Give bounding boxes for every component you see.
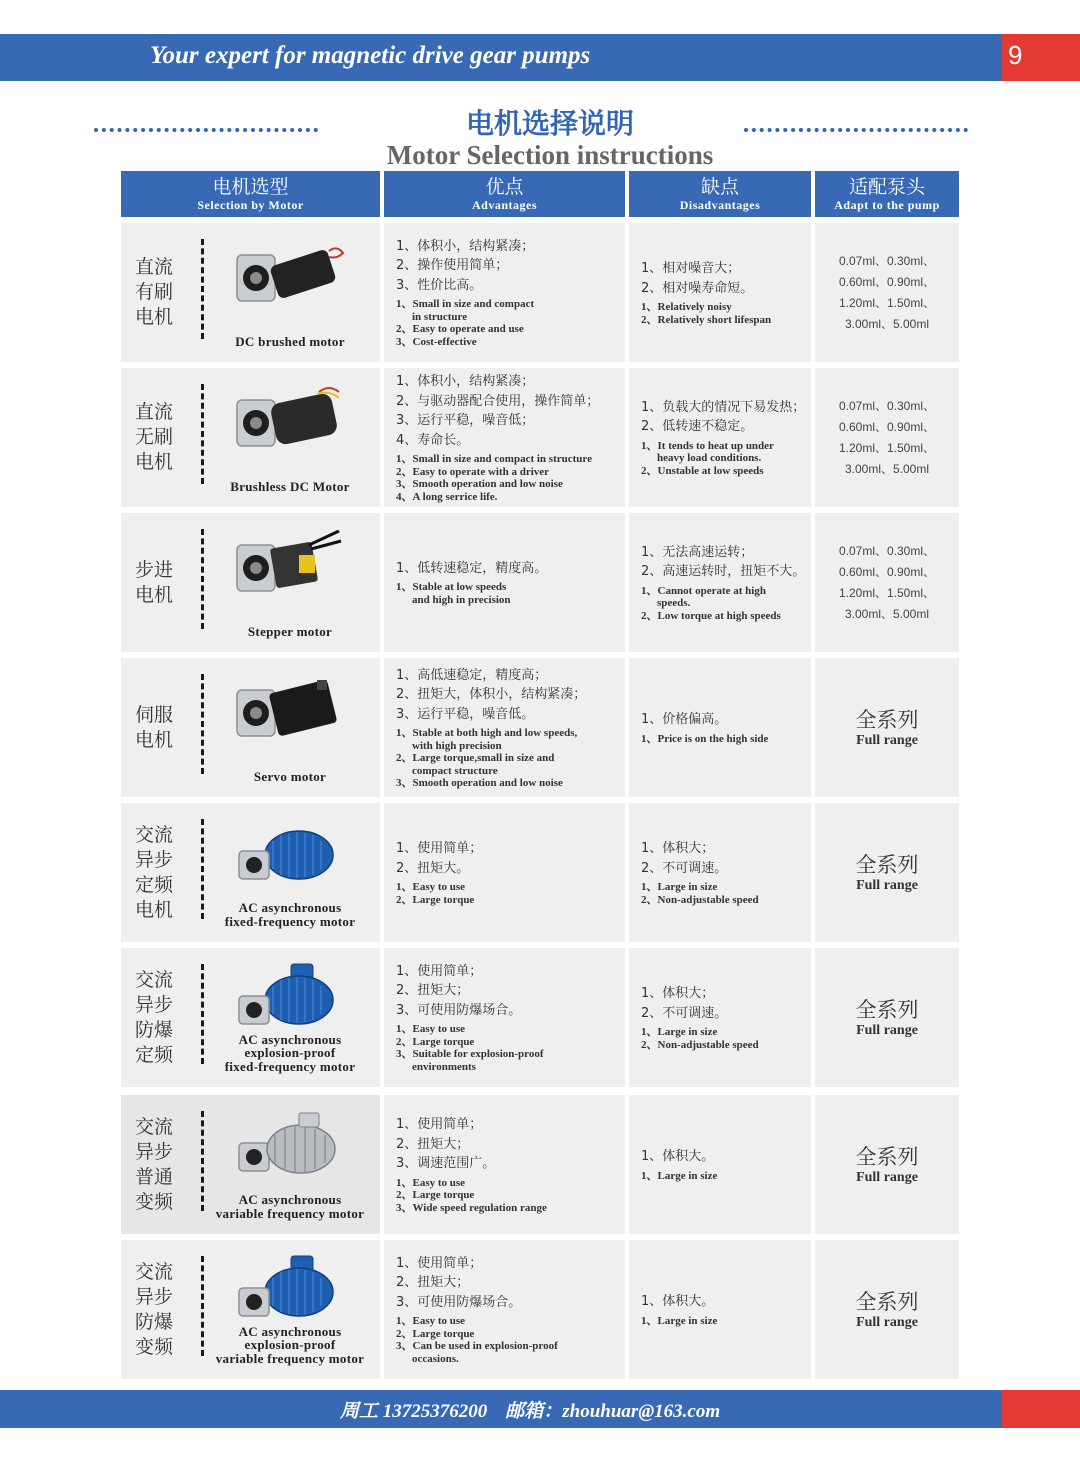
- adv-en-block: [396, 1315, 619, 1365]
- adv-text: [396, 368, 619, 507]
- dis-cn-line: 2、高速运转时，扭矩不大。: [641, 564, 806, 580]
- ac-explosion-proof-variable-motor-image: [229, 1254, 349, 1334]
- dis-text: [641, 1095, 805, 1234]
- dis-text: [641, 658, 805, 797]
- motor-name-en-line: fixed-frequency motor: [224, 913, 356, 929]
- adapt-volume-line: 0.60ml、0.90ml、: [838, 564, 936, 579]
- ac-variable-frequency-motor-image: [229, 1109, 349, 1189]
- motor-name-cn-line: 变频: [135, 1335, 174, 1358]
- disadvantages-cell: [629, 803, 811, 942]
- table-row: [121, 803, 959, 942]
- column-header-en: Disadvantages: [679, 198, 761, 212]
- ac-fixed-frequency-motor-image: [229, 817, 349, 897]
- adv-text: [396, 223, 619, 362]
- motor-name-en: [209, 1193, 371, 1220]
- adv-en-line: 3、Suitable for explosion-proof: [396, 1048, 544, 1061]
- contact-person-phone: 周工 13725376200: [340, 1401, 488, 1422]
- table-row: [121, 223, 959, 362]
- dis-en-line: 1、Large in size: [641, 1026, 718, 1038]
- full-range-cn: 全系列: [855, 1144, 919, 1169]
- dis-en-line: speeds.: [657, 597, 691, 610]
- motor-name-en-line: AC asynchronous: [238, 900, 342, 915]
- column-header-cn: 缺点: [700, 176, 739, 198]
- motor-name-cn: [135, 223, 187, 362]
- adv-cn-line: 3、性价比高。: [396, 277, 483, 293]
- table-row: [121, 948, 959, 1087]
- adv-cn-line: 1、低转速稳定，精度高。: [396, 560, 548, 576]
- full-range-en: Full range: [856, 1022, 918, 1038]
- page-number-box: [1002, 34, 1080, 81]
- adv-cn-line: 2、扭矩大；: [396, 1136, 470, 1152]
- adv-cn-line: 3、运行平稳，噪音低。: [396, 706, 535, 722]
- motor-name-cn: [135, 1240, 187, 1379]
- adv-cn-line: 1、使用简单；: [396, 1117, 483, 1132]
- column-header-advantages: [384, 171, 625, 217]
- disadvantages-cell: [629, 948, 811, 1087]
- dis-en-line: heavy load conditions.: [657, 452, 762, 465]
- adv-cn-line: 2、扭矩大，体积小，结构紧凑；: [396, 687, 587, 702]
- motor-name-en-line: explosion-proof: [244, 1337, 336, 1352]
- motor-name-cn-line: 异步: [135, 848, 174, 871]
- adapt-content: [815, 1240, 959, 1379]
- adapt-cell: [815, 658, 959, 797]
- adv-en-block: [396, 298, 619, 348]
- dis-text: [641, 513, 805, 652]
- motor-name-cn-line: 交流: [135, 968, 174, 991]
- dis-text: [641, 948, 805, 1087]
- motor-type-cell: [121, 1240, 380, 1379]
- motor-type-cell: [121, 803, 380, 942]
- column-header-cn: 适配泵头: [848, 176, 925, 198]
- adv-text: [396, 1095, 619, 1234]
- dis-cn-line: 1、负载大的情况下易发热；: [641, 399, 806, 415]
- dis-text: [641, 803, 805, 942]
- dis-en-line: 2、Relatively short lifespan: [641, 313, 772, 326]
- adv-en-block: [396, 881, 619, 906]
- adv-cn-line: 1、使用简单；: [396, 963, 483, 979]
- adv-en-line: 1、Small in size and compact in structure: [396, 453, 592, 465]
- motor-name-cn-line: 伺服: [135, 703, 174, 726]
- motor-name-cn-line: 交流: [135, 823, 174, 846]
- dis-text: [641, 368, 805, 507]
- dashed-divider: [201, 239, 204, 339]
- dis-en-line: 1、It tends to heat up under: [641, 439, 774, 452]
- adapt-content: [815, 948, 959, 1087]
- motor-name-en-line: AC asynchronous: [238, 1323, 342, 1339]
- adv-en-line: 2、Large torque: [396, 1035, 475, 1048]
- stepper-motor-image: [229, 527, 349, 607]
- motor-type-cell: [121, 658, 380, 797]
- motor-type-cell: [121, 513, 380, 652]
- advantages-cell: [384, 658, 625, 797]
- dis-en-line: 1、Price is on the high side: [641, 732, 769, 745]
- dis-en-line: 1、Cannot operate at high: [641, 584, 766, 597]
- dis-cn-line: 2、低转速不稳定。: [641, 419, 754, 435]
- adv-en-line: with high precision: [412, 739, 502, 752]
- dashed-divider: [201, 964, 204, 1064]
- adapt-content: [815, 658, 959, 797]
- dis-en-block: [641, 881, 805, 906]
- dis-cn-line: 1、体积大；: [641, 841, 715, 856]
- motor-name-cn: [135, 803, 187, 942]
- adapt-volume-line: 1.20ml、1.50ml、: [838, 295, 936, 310]
- dis-cn-line: 1、体积大。: [641, 1149, 715, 1164]
- motor-name-en-line: explosion-proof: [244, 1045, 336, 1060]
- motor-name-en: [209, 1325, 371, 1366]
- dis-en-block: [641, 1315, 805, 1328]
- dis-cn-line: 1、无法高速运转；: [641, 544, 754, 560]
- slogan-text: Your expert for magnetic drive gear pumps: [150, 42, 591, 69]
- full-range-cn: 全系列: [855, 852, 919, 877]
- motor-name-cn-line: 异步: [135, 1140, 174, 1163]
- motor-name-cn-line: 步进: [135, 558, 174, 581]
- column-header-en: Selection by Motor: [197, 198, 304, 212]
- motor-name-cn-line: 电机: [135, 451, 174, 473]
- adapt-content: [815, 803, 959, 942]
- dis-en-line: 1、Large in size: [641, 1314, 718, 1327]
- motor-name-cn-line: 电机: [135, 898, 174, 921]
- dis-en-block: [641, 585, 805, 623]
- advantages-cell: [384, 368, 625, 507]
- table-row: [121, 658, 959, 797]
- adapt-volume-line: 0.60ml、0.90ml、: [838, 419, 936, 434]
- adv-text: [396, 948, 619, 1087]
- adapt-volume-line: 0.07ml、0.30ml、: [838, 543, 936, 558]
- adv-text: [396, 1240, 619, 1379]
- adapt-content: [815, 368, 959, 507]
- adv-en-line: 3、Wide speed regulation range: [396, 1201, 547, 1214]
- motor-name-cn-line: 直流: [135, 401, 174, 423]
- dashed-divider: [201, 819, 204, 919]
- adv-cn-line: 3、运行平稳，噪音低；: [396, 413, 535, 428]
- table-row: [121, 513, 959, 652]
- adapt-cell: [815, 948, 959, 1087]
- motor-name-en: [209, 770, 371, 784]
- column-header-cn: 优点: [485, 176, 524, 198]
- dis-cn-line: 1、价格偏高。: [641, 712, 728, 727]
- advantages-cell: [384, 803, 625, 942]
- motor-name-cn-line: 防爆: [135, 1018, 174, 1041]
- adapt-volume-line: 3.00ml、5.00ml: [844, 316, 930, 331]
- dis-cn-line: 1、体积大。: [641, 1294, 715, 1309]
- full-range-en: Full range: [856, 732, 918, 748]
- adv-en-line: environments: [412, 1060, 476, 1073]
- adv-en-line: 2、Large torque: [396, 1327, 475, 1340]
- footer-contact: [340, 1396, 738, 1423]
- motor-name-cn: [135, 368, 187, 507]
- motor-name-cn: [135, 658, 187, 797]
- adapt-volume-line: 0.07ml、0.30ml、: [838, 253, 936, 268]
- adv-en-block: [396, 727, 619, 790]
- motor-name-cn-line: 异步: [135, 993, 174, 1016]
- adapt-cell: [815, 803, 959, 942]
- adv-cn-line: 1、使用简单；: [396, 1255, 483, 1271]
- adapt-volume-line: 1.20ml、1.50ml、: [838, 585, 936, 600]
- motor-type-cell: [121, 1095, 380, 1234]
- adapt-volume-line: 0.60ml、0.90ml、: [838, 274, 936, 289]
- dashed-divider: [201, 384, 204, 484]
- motor-name-en-line: DC brushed motor: [235, 333, 345, 349]
- column-header-en: Adapt to the pump: [834, 198, 940, 212]
- dis-cn-line: 2、相对噪寿命短。: [641, 280, 754, 296]
- disadvantages-cell: [629, 368, 811, 507]
- dis-cn-line: 2、不可调速。: [641, 1005, 728, 1021]
- adv-cn-line: 3、可使用防爆场合。: [396, 1002, 522, 1018]
- dis-en-block: [641, 1026, 805, 1051]
- adapt-cell: [815, 1240, 959, 1379]
- motor-type-cell: [121, 948, 380, 1087]
- adv-en-block: [396, 1023, 619, 1073]
- advantages-cell: [384, 223, 625, 362]
- motor-name-cn: [135, 948, 187, 1087]
- dis-en-line: 1、Large in size: [641, 881, 718, 893]
- adv-cn-line: 2、与驱动器配合使用，操作简单；: [396, 393, 600, 409]
- motor-name-en-line: Servo motor: [253, 768, 327, 784]
- full-range-en: Full range: [856, 877, 918, 893]
- full-range-cn: 全系列: [855, 707, 919, 732]
- dis-en-block: [641, 733, 805, 746]
- motor-name-cn-line: 电机: [135, 728, 174, 751]
- adv-cn-line: 2、扭矩大。: [396, 860, 470, 876]
- full-range-cn: 全系列: [855, 997, 919, 1022]
- motor-name-cn-line: 交流: [135, 1260, 174, 1283]
- disadvantages-cell: [629, 513, 811, 652]
- column-header-disadvantages: [629, 171, 811, 217]
- adv-en-line: 2、Large torque: [396, 1189, 475, 1201]
- advantages-cell: [384, 1095, 625, 1234]
- adv-en-line: 3、Cost-effective: [396, 335, 477, 348]
- adapt-volume-line: 3.00ml、5.00ml: [844, 606, 930, 621]
- motor-name-en: [209, 335, 371, 349]
- motor-name-cn: [135, 513, 187, 652]
- dashed-divider: [201, 674, 204, 774]
- dis-en-line: 1、Large in size: [641, 1169, 718, 1182]
- adv-en-line: 3、Smooth operation and low noise: [396, 478, 563, 490]
- adapt-cell: [815, 368, 959, 507]
- motor-name-cn-line: 异步: [135, 1285, 174, 1308]
- adv-cn-line: 3、可使用防爆场合。: [396, 1294, 522, 1310]
- adv-en-line: 2、Large torque: [396, 893, 475, 906]
- page-title-en: Motor Selection instructions: [386, 140, 714, 170]
- dis-text: [641, 1240, 805, 1379]
- advantages-cell: [384, 1240, 625, 1379]
- motor-name-en-line: AC asynchronous: [238, 1031, 342, 1047]
- table-row: [121, 1095, 959, 1234]
- footer-accent: [1002, 1390, 1080, 1428]
- adv-en-line: 1、Stable at low speeds: [396, 581, 507, 594]
- motor-name-en-line: AC asynchronous: [238, 1192, 342, 1207]
- motor-name-cn-line: 定频: [135, 873, 174, 896]
- adv-en-line: occasions.: [412, 1352, 459, 1365]
- disadvantages-cell: [629, 1240, 811, 1379]
- page-number: 9: [1008, 40, 1023, 70]
- dis-en-line: 2、Low torque at high speeds: [641, 609, 781, 622]
- column-header-motor: [121, 171, 380, 217]
- motor-name-en: [209, 901, 371, 928]
- title-dotted-rule-right: [744, 128, 968, 132]
- adv-en-line: compact structure: [412, 764, 498, 777]
- adapt-cell: [815, 223, 959, 362]
- adv-cn-line: 1、体积小，结构紧凑；: [396, 238, 535, 254]
- advantages-cell: [384, 948, 625, 1087]
- adv-en-block: [396, 453, 619, 503]
- adapt-volume-line: 3.00ml、5.00ml: [844, 461, 930, 476]
- adapt-volume-line: 0.07ml、0.30ml、: [838, 398, 936, 413]
- motor-name-en-line: variable frequency motor: [215, 1205, 365, 1221]
- adv-en-line: 2、Large torque,small in size and: [396, 752, 555, 764]
- ac-explosion-proof-fixed-motor-image: [229, 962, 349, 1042]
- dis-en-line: 2、Non-adjustable speed: [641, 1038, 759, 1051]
- full-range-en: Full range: [856, 1314, 918, 1330]
- full-range-en: Full range: [856, 1169, 918, 1185]
- adv-text: [396, 513, 619, 652]
- motor-type-cell: [121, 223, 380, 362]
- motor-name-cn-line: 有刷: [135, 281, 174, 303]
- disadvantages-cell: [629, 658, 811, 797]
- motor-name-cn-line: 防爆: [135, 1310, 174, 1333]
- adv-cn-line: 4、寿命长。: [396, 432, 470, 448]
- adapt-content: [815, 1095, 959, 1234]
- adapt-cell: [815, 513, 959, 652]
- motor-name-en-line: Stepper motor: [247, 623, 333, 639]
- disadvantages-cell: [629, 223, 811, 362]
- motor-name-en: [209, 625, 371, 639]
- servo-motor-image: [229, 672, 349, 752]
- table-row: [121, 1240, 959, 1379]
- adapt-cell: [815, 1095, 959, 1234]
- adv-cn-line: 2、操作使用简单；: [396, 258, 509, 274]
- motor-name-cn-line: 直流: [135, 256, 174, 278]
- motor-name-cn-line: 普通: [135, 1165, 174, 1188]
- adv-en-line: 2、Easy to operate with a driver: [396, 465, 550, 478]
- motor-name-cn-line: 无刷: [135, 426, 174, 448]
- column-header-cn: 电机选型: [212, 176, 289, 198]
- motor-name-en: [209, 480, 371, 494]
- contact-email: 邮箱：zhouhuar@163.com: [505, 1401, 721, 1422]
- dis-cn-line: 1、相对噪音大；: [641, 261, 741, 276]
- adv-en-line: 1、Easy to use: [396, 1315, 466, 1328]
- dis-en-line: 2、Unstable at low speeds: [641, 464, 764, 477]
- adv-en-line: and high in precision: [412, 593, 511, 606]
- adv-en-line: 1、Stable at both high and low speeds,: [396, 727, 578, 739]
- adv-en-line: in structure: [412, 310, 468, 323]
- adv-en-line: 1、Small in size and compact: [396, 298, 535, 311]
- dis-cn-line: 2、不可调速。: [641, 860, 728, 876]
- motor-name-en-line: variable frequency motor: [215, 1350, 365, 1366]
- motor-name-cn-line: 变频: [135, 1190, 174, 1213]
- adv-en-line: 1、Easy to use: [396, 1023, 466, 1036]
- dis-cn-line: 1、体积大；: [641, 986, 715, 1001]
- adv-cn-line: 1、使用简单；: [396, 841, 483, 856]
- dis-en-block: [641, 1170, 805, 1183]
- adapt-volume-line: 1.20ml、1.50ml、: [838, 440, 936, 455]
- column-header-en: Advantages: [471, 198, 537, 212]
- motor-name-en-line: Brushless DC Motor: [230, 478, 350, 494]
- dis-text: [641, 223, 805, 362]
- top-banner: [0, 34, 1002, 81]
- dashed-divider: [201, 1256, 204, 1356]
- column-header-adapt: [815, 171, 959, 217]
- title-dotted-rule-left: [94, 128, 318, 132]
- motor-name-cn-line: 交流: [135, 1115, 174, 1138]
- motor-name-cn-line: 电机: [135, 306, 174, 328]
- adv-cn-line: 1、体积小，结构紧凑；: [396, 374, 535, 389]
- adv-en-line: 3、Can be used in explosion-proof: [396, 1340, 558, 1353]
- motor-name-en-line: fixed-frequency motor: [224, 1058, 356, 1074]
- adv-cn-line: 1、高低速稳定，精度高；: [396, 667, 548, 683]
- dc-brushed-motor-image: [229, 237, 349, 317]
- adv-cn-line: 2、扭矩大；: [396, 983, 470, 999]
- adv-en-line: 2、Easy to operate and use: [396, 323, 524, 336]
- disadvantages-cell: [629, 1095, 811, 1234]
- motor-name-cn-line: 电机: [135, 583, 174, 606]
- adv-text: [396, 803, 619, 942]
- dis-en-block: [641, 301, 805, 326]
- motor-name-cn: [135, 1095, 187, 1234]
- dis-en-line: 1、Relatively noisy: [641, 301, 732, 313]
- dis-en-line: 2、Non-adjustable speed: [641, 893, 759, 906]
- adapt-content: [815, 513, 959, 652]
- adv-cn-line: 2、扭矩大；: [396, 1275, 470, 1291]
- adv-en-block: [396, 1177, 619, 1215]
- motor-name-cn-line: 定频: [135, 1043, 174, 1066]
- adv-text: [396, 658, 619, 797]
- adv-en-line: 4、A long serrice life.: [396, 490, 498, 503]
- advantages-cell: [384, 513, 625, 652]
- adv-cn-line: 3、调速范围广。: [396, 1156, 496, 1171]
- motor-name-en: [209, 1033, 371, 1074]
- motor-type-cell: [121, 368, 380, 507]
- dashed-divider: [201, 529, 204, 629]
- adv-en-block: [396, 581, 619, 606]
- adapt-content: [815, 223, 959, 362]
- dashed-divider: [201, 1111, 204, 1211]
- brushless-dc-motor-image: [229, 382, 349, 462]
- full-range-cn: 全系列: [855, 1289, 919, 1314]
- adv-en-line: 1、Easy to use: [396, 1176, 466, 1189]
- table-row: [121, 368, 959, 507]
- dis-en-block: [641, 440, 805, 478]
- adv-en-line: 3、Smooth operation and low noise: [396, 777, 563, 789]
- adv-en-line: 1、Easy to use: [396, 881, 466, 893]
- footer-bar: [0, 1390, 1002, 1428]
- page-title-cn: 电机选择说明: [465, 107, 634, 140]
